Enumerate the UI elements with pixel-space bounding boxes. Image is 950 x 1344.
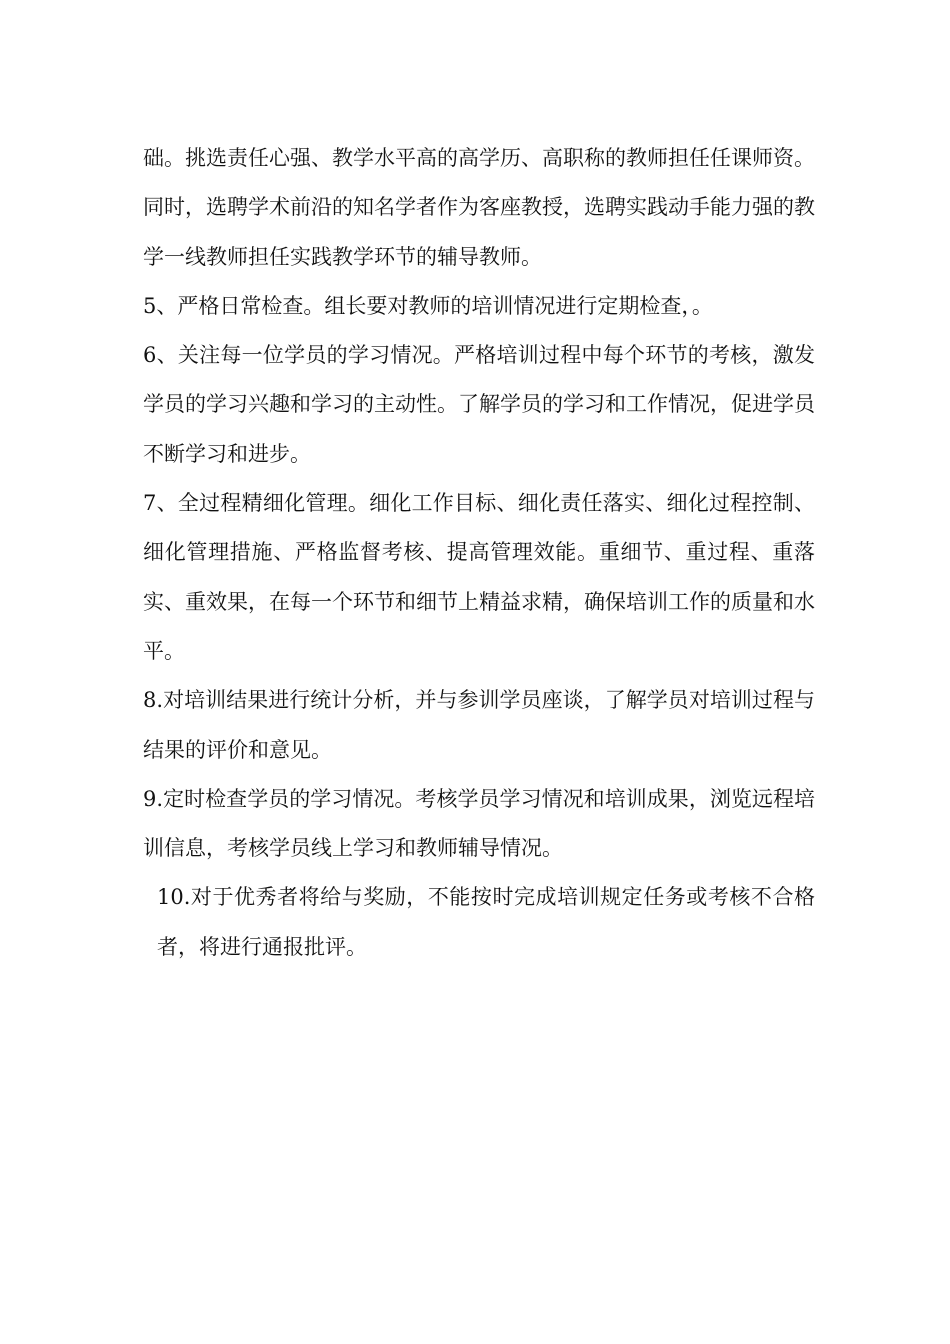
paragraph-item-9: 9.定时检查学员的学习情况。考核学员学习情况和培训成果，浏览远程培训信息，考核学员线上学习和教师辅导情况。 (143, 786, 815, 861)
paragraph-item-8: 8.对培训结果进行统计分析，并与参训学员座谈，了解学员对培训过程与结果的评价和意见。 (143, 688, 815, 762)
paragraph-item-7: 7、全过程精细化管理。细化工作目标、细化责任落实、细化过程控制、细化管理措施、严格监督考核、提高管理效能。重细节、重过程、重落实、重效果，在每一个环节和细节上精益求精，确保培训工作的质量和水平。 (143, 491, 815, 663)
document-body (143, 134, 815, 972)
paragraph-item-5: 5、严格日常检查。组长要对教师的培训情况进行定期检查，。 (143, 293, 713, 318)
paragraph-continuation: 础。挑选责任心强、教学水平高的高学历、高职称的教师担任任课师资。同时，选聘学术前沿的知名学者作为客座教授，选聘实践动手能力强的教学一线教师担任实践教学环节的辅导教师。 (143, 146, 815, 269)
paragraph-item-6: 6、关注每一位学员的学习情况。严格培训过程中每个环节的考核，激发学员的学习兴趣和学习的主动性。了解学员的学习和工作情况，促进学员不断学习和进步。 (143, 343, 815, 466)
paragraph-item-10: 10.对于优秀者将给与奖励，不能按时完成培训规定任务或考核不合格者，将进行通报批评。 (157, 885, 815, 959)
